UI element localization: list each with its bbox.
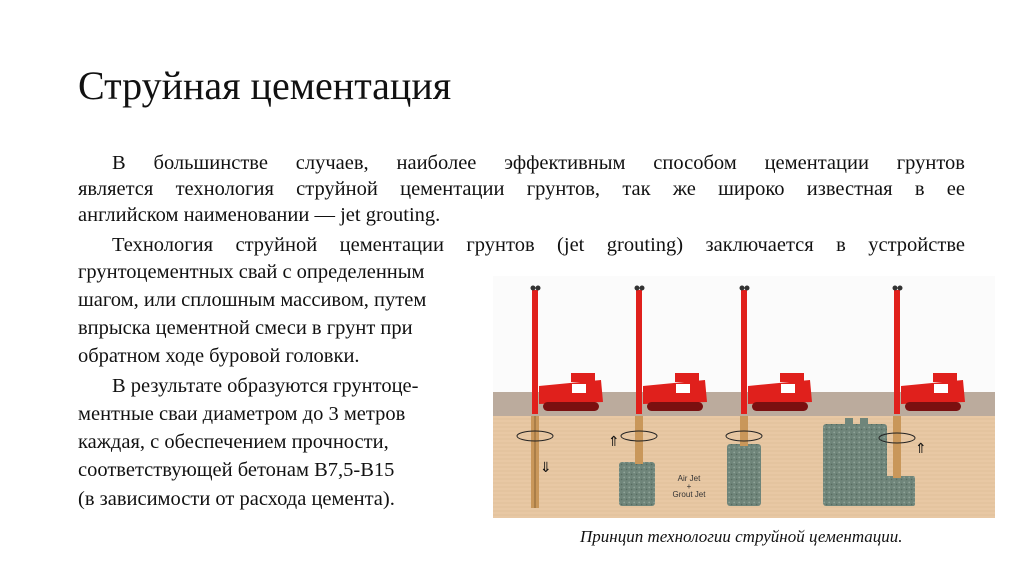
drill-rig-3	[740, 286, 813, 415]
paragraph-3-line-5: (в зависимости от расхода цемента).	[78, 488, 395, 510]
paragraph-2-line-5: обратном ходе буровой головки.	[78, 345, 360, 367]
svg-text:+: +	[686, 482, 692, 491]
paragraph-3-line-4: соответствующей бетонам В7,5-В15	[78, 459, 395, 481]
drill-rig-2	[635, 286, 708, 415]
paragraph-2-line-3: шагом, или сплошным массивом, путем	[78, 289, 427, 311]
svg-text:Grout Jet: Grout Jet	[672, 490, 706, 499]
paragraph-3-line-2: ментные сваи диаметром до 3 метров	[78, 403, 406, 425]
svg-text:⇑: ⇑	[608, 434, 620, 450]
slide-title: Струйная цементация	[78, 63, 452, 108]
jet-grouting-diagram	[493, 276, 995, 518]
svg-text:⇓: ⇓	[540, 460, 552, 476]
paragraph-2-line-1: Технология струйной цементации грунтов (jet grouting) заключается в устройстве	[112, 234, 965, 256]
paragraph-2-line-2: грунтоцементных свай с определенным	[78, 261, 425, 283]
figure-caption: Принцип технологии струйной цементации.	[580, 527, 903, 546]
paragraph-3-line-3: каждая, с обеспечением прочности,	[78, 431, 389, 453]
paragraph-1-line-3: английском наименовании — jet grouting.	[78, 204, 441, 226]
paragraph-2-line-4: впрыска цементной смеси в грунт при	[78, 317, 413, 339]
drill-rig-4	[893, 286, 966, 415]
paragraph-1-line-1: В большинстве случаев, наиболее эффективным способом цементации грунтов	[112, 152, 965, 174]
paragraph-1-line-2: является технология струйной цементации грунтов, так же широко известная в ее	[78, 178, 965, 200]
paragraph-3-line-1: В результате образуются грунтоце-	[112, 375, 419, 397]
drill-rig-1	[531, 286, 604, 415]
svg-text:⇑: ⇑	[915, 441, 927, 457]
svg-text:Air Jet: Air Jet	[677, 474, 701, 483]
